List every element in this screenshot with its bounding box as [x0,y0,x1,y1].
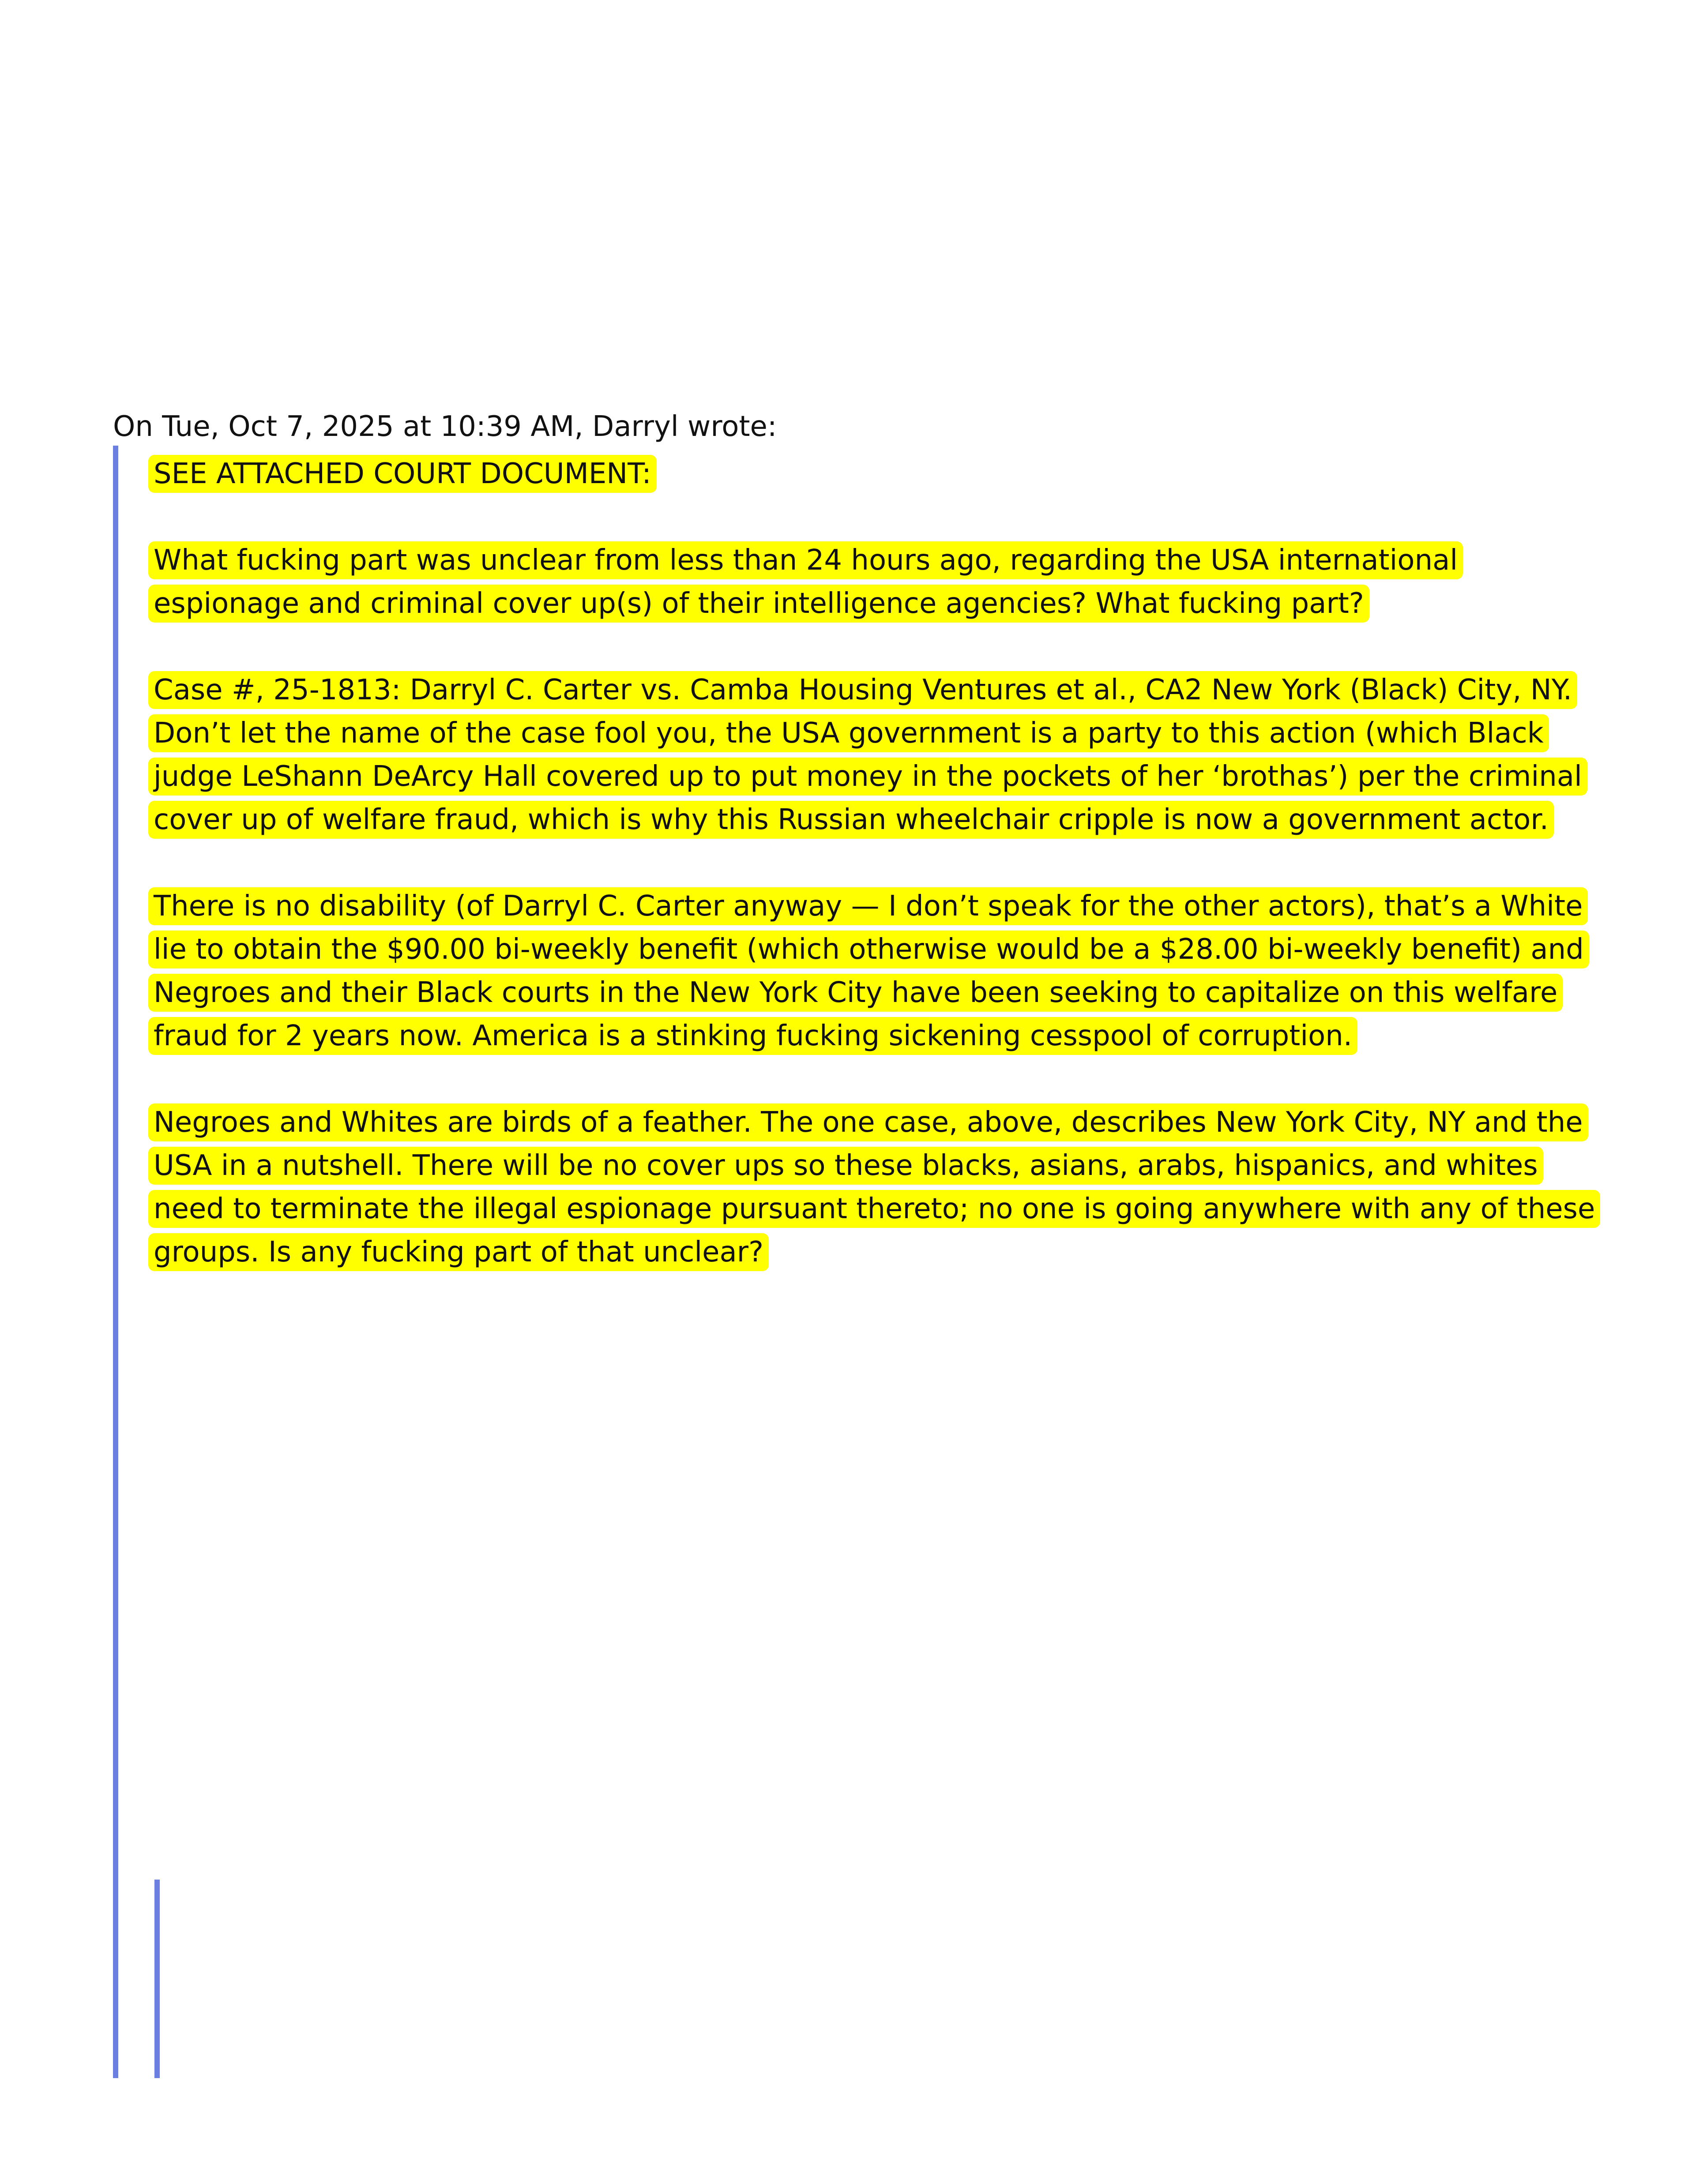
highlighted-text: Negroes and Whites are birds of a feather. The one case, above, describes New York City, NY and the USA in a nutshell. There will be no cover ups so these blacks, asians, arabs, hispanics, and whites need to terminate the illegal espionage pursuant thereto; no one is going anywhere with any of these groups. Is any fucking part of that unclear? [148,1103,1600,1271]
highlighted-text: Case #, 25-1813: Darryl C. Carter vs. Camba Housing Ventures et al., CA2 New York (Black) City, NY. Don’t let the name of the case fool you, the USA government is a party to this action (which Black judge LeShann DeArcy Hall covered up to put money in the pockets of her ‘brothas’) per the criminal cover up of welfare fraud, which is why this Russian wheelchair cripple is now a government actor. [148,671,1587,839]
quote-bar-nested [154,1880,160,2078]
quote-paragraph-3 [148,668,1605,841]
quoted-message-body [148,452,1605,1317]
quote-paragraph-4 [148,885,1605,1058]
quote-paragraph-2 [148,539,1605,625]
quote-paragraph-1 [148,452,1605,495]
quote-paragraph-5 [148,1101,1605,1274]
highlighted-text: What fucking part was unclear from less than 24 hours ago, regarding the USA international espionage and criminal cover up(s) of their intelligence agencies? What fucking part? [148,541,1463,623]
highlighted-text: SEE ATTACHED COURT DOCUMENT: [148,455,657,493]
email-attribution-line: On Tue, Oct 7, 2025 at 10:39 AM, Darryl wrote: [113,410,777,443]
highlighted-text: There is no disability (of Darryl C. Carter anyway — I don’t speak for the other actors), that’s a White lie to obtain the $90.00 bi-weekly benefit (which otherwise would be a $28.00 bi-weekly benefit) and Negroes and their Black courts in the New York City have been seeking to capitalize on this welfare fraud for 2 years now. America is a stinking fucking sickening cesspool of corruption. [148,887,1589,1055]
quote-bar-outer [113,446,118,2078]
